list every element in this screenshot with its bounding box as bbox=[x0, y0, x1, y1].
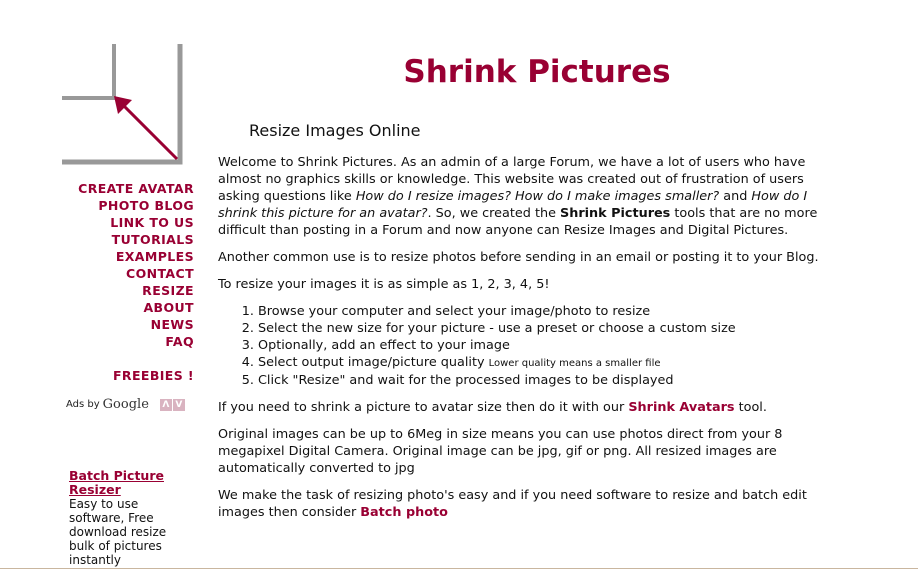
step-2: 2. Select the new size for your picture - use a preset or choose a custom size bbox=[258, 320, 840, 337]
bottom-divider bbox=[0, 568, 918, 569]
ads-by-google[interactable] bbox=[66, 397, 185, 412]
nav-photo-blog[interactable]: PHOTO BLOG bbox=[98, 198, 194, 213]
ads-by-label: Ads by bbox=[66, 399, 100, 410]
nav-faq[interactable]: FAQ bbox=[165, 334, 194, 349]
step-1: 1. Browse your computer and select your image/photo to resize bbox=[258, 303, 840, 320]
avatar-text-2: tool. bbox=[734, 400, 767, 415]
steps-list bbox=[218, 303, 840, 389]
step-4 bbox=[258, 354, 840, 372]
main-content bbox=[218, 154, 840, 531]
page-subtitle: Resize Images Online bbox=[249, 121, 421, 140]
nav-about[interactable]: ABOUT bbox=[143, 300, 194, 315]
avatar-text-1: If you need to shrink a picture to avatar size then do it with our bbox=[218, 400, 629, 415]
nav-news[interactable]: NEWS bbox=[150, 317, 194, 332]
original-images-paragraph: Original images can be up to 6Meg in size means you can use photos direct from your 8 megapixel Digital Camera. Original image can be jpg, gif or png. All resized images are automatically converted to jpg bbox=[218, 427, 783, 476]
nav-examples[interactable]: EXAMPLES bbox=[115, 249, 194, 264]
intro-question-2: How do I shrink this picture for an avatar? bbox=[218, 189, 808, 221]
intro-text-1: Welcome to Shrink Pictures. As an admin of a large Forum, we have a lot of users who have almost no graphics skills or knowledge. This website was created out of frustration of users asking questions like bbox=[218, 155, 806, 204]
ad-body: Easy to use software, Free download resize bulk of pictures instantly bbox=[69, 497, 167, 567]
step-5: 5. Click "Resize" and wait for the processed images to be displayed bbox=[258, 372, 840, 389]
steps-intro: To resize your images it is as simple as 1, 2, 3, 4, 5! bbox=[218, 277, 550, 292]
ad-next-arrow-icon[interactable]: V bbox=[173, 399, 185, 411]
nav-freebies[interactable]: FREEBIES ! bbox=[112, 368, 194, 383]
step-4-text: Select output image/picture quality bbox=[258, 355, 489, 370]
batch-text: We make the task of resizing photo's easy and if you need software to resize and batch edit images then consider bbox=[218, 488, 807, 520]
ad-prev-arrow-icon[interactable]: Λ bbox=[160, 399, 172, 411]
sidebar-ad bbox=[69, 469, 194, 567]
nav-create-avatar[interactable]: CREATE AVATAR bbox=[78, 181, 194, 196]
google-label: Google bbox=[102, 397, 149, 412]
intro-question-1: How do I resize images? How do I make images smaller? bbox=[355, 189, 720, 204]
ad-title-link[interactable] bbox=[69, 468, 164, 497]
batch-paragraph bbox=[218, 487, 840, 521]
intro-brand: Shrink Pictures bbox=[560, 206, 671, 221]
intro-text-3: . So, we created the bbox=[427, 206, 561, 221]
batch-photo-link[interactable]: Batch photo bbox=[360, 505, 448, 520]
email-blog-paragraph: Another common use is to resize photos before sending in an email or posting it to your Blog. bbox=[218, 250, 819, 265]
ad-title-line2: Resizer bbox=[69, 482, 121, 497]
shrink-logo-icon bbox=[62, 44, 186, 168]
nav-tutorials[interactable]: TUTORIALS bbox=[111, 232, 194, 247]
intro-paragraph bbox=[218, 154, 840, 239]
nav-resize[interactable]: RESIZE bbox=[142, 283, 194, 298]
intro-text-2: and bbox=[719, 189, 752, 204]
intro-text-4: tools that are no more difficult than posting in a Forum and now anyone can Resize Images and Digital Pictures. bbox=[218, 206, 818, 238]
avatar-paragraph bbox=[218, 399, 840, 416]
page-title: Shrink Pictures bbox=[403, 54, 671, 90]
nav-contact[interactable]: CONTACT bbox=[126, 266, 194, 281]
ad-title-line1: Batch Picture bbox=[69, 468, 164, 483]
step-3: 3. Optionally, add an effect to your image bbox=[258, 337, 840, 354]
nav-link-to-us[interactable]: LINK TO US bbox=[110, 215, 194, 230]
sidebar-nav bbox=[40, 180, 194, 384]
ad-nav-arrows bbox=[160, 399, 185, 411]
shrink-avatars-link[interactable]: Shrink Avatars bbox=[628, 400, 735, 415]
step-4-note: Lower quality means a smaller file bbox=[488, 358, 661, 369]
